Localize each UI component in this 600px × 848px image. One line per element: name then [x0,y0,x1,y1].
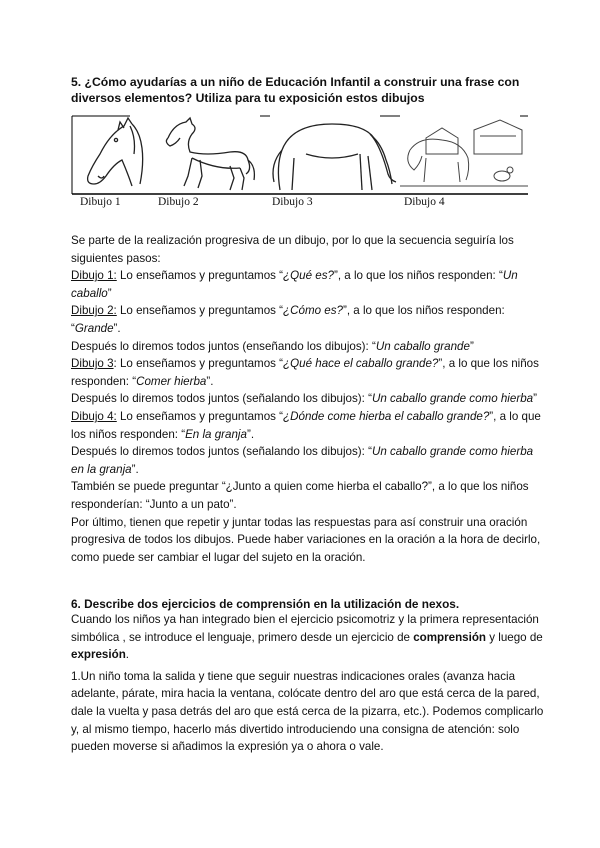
text-line [71,373,541,391]
caption-dibujo-2: Dibujo 2 [158,196,199,208]
summary-line-2 [71,390,541,408]
text-line [71,461,541,479]
text-line [71,426,541,444]
dibujo-3-line [71,355,541,373]
question-text: ¿Qué es? [283,269,334,283]
dibujo-1-label: Dibujo 1: [71,269,117,283]
dibujo-1-line [71,267,541,285]
caption-dibujo-1: Dibujo 1 [80,196,121,208]
question-text: ¿Cómo es? [283,304,343,318]
text-span: ”. [246,427,255,441]
text-span: ”. [206,374,214,388]
text-span: Lo enseñamos y preguntamos “ [116,409,284,423]
text-line: como puede ser cambiar el lugar del sujeto en la oración. [71,550,366,564]
drawing-4-farm-scene [400,120,528,186]
text-line: siguientes pasos: [71,251,161,265]
question-text: ¿Qué hace el caballo grande? [283,357,439,371]
text-line: pueden moverse si añadimos la expresión ya o ahora o vale. [71,740,384,754]
answer-text: caballo [71,286,108,300]
dibujo-3-label: Dibujo 3 [71,357,114,371]
answer-text: Grande [74,321,114,335]
text-line: También se puede preguntar “¿Junto a quien come hierba el caballo?”, a lo que los niños [71,480,529,494]
bold-term: expresión [71,648,126,662]
text-line: responderían: “Junto a un pato”. [71,497,237,511]
caption-dibujo-3: Dibujo 3 [272,196,313,208]
q6-answer [71,611,544,756]
q5-line-2: diversos elementos? Utiliza para tu exposición estos dibujos [71,91,425,105]
drawing-2-standing-horse [166,118,254,190]
text-span: los niños responden: “ [71,427,186,441]
summary-line-3 [71,443,541,461]
text-span: ”. [131,462,139,476]
text-line: progresiva de todos los dibujos. Puede haber variaciones en la oración a la hora de decirlo, [71,533,541,547]
drawing-1-horse-head [88,118,143,186]
text-line: Por último, tienen que repetir y juntar todas las respuestas para así construir una oración [71,515,528,529]
bold-term: comprensión [413,630,486,644]
text-span: y luego de [486,630,543,644]
text-span: responden: “ [71,374,137,388]
dibujo-4-label: Dibujo 4: [71,409,117,423]
text-span: Después lo diremos todos juntos (enseñando los dibujos): “ [71,339,376,353]
text-span: Lo enseñamos y preguntamos “ [116,304,284,318]
text-line: y, al mismo tiempo, hacerlo más divertido introduciendo una consigna de atención: solo [71,722,520,736]
text-span: ”, a lo que los niños [438,357,539,371]
text-span: ” [107,286,112,300]
text-line: Cuando los niños ya han integrado bien el ejercicio psicomotriz y la primera representación [71,613,539,626]
question-6-heading: 6. Describe dos ejercicios de comprensión en la utilización de nexos. [71,597,460,611]
text-span: ”, a lo que [489,409,541,423]
text-span: “ [71,321,75,335]
answer-text: en la granja [71,462,132,476]
text-span: ”, a lo que los niños responden: [342,304,505,318]
text-span: ” [469,339,474,353]
text-line [71,320,541,338]
text-line [71,646,541,664]
dibujo-2-label: Dibujo 2: [71,304,117,318]
dibujo-2-line [71,302,541,320]
text-line [71,629,541,647]
text-line: dale la vuelta y pasa detrás del aro que está cerca de la pizarra, etc.). Podemos complicarlo [71,704,544,718]
q5-line-1: 5. ¿Cómo ayudarías a un niño de Educación Infantil a construir una frase con [71,75,520,89]
text-span: ”. [113,321,121,335]
question-text: ¿Dónde come hierba el caballo grande? [283,409,490,423]
drawing-3-grazing-horse [273,124,396,190]
question-5-heading [71,74,541,106]
text-span: : Lo enseñamos y preguntamos “ [113,357,284,371]
text-line [71,285,541,303]
text-span: Después lo diremos todos juntos (señalando los dibujos): “ [71,445,372,459]
answer-text: En la granja [185,427,247,441]
answer-text: Un caballo grande como hierba [371,392,534,406]
text-span: . [125,648,130,662]
text-line: adelante, párate, mira hacia la ventana, colócate dentro del aro que está cerca de la pared, [71,687,540,701]
dibujo-4-line [71,408,541,426]
text-span: ” [533,392,537,406]
summary-line-1 [71,338,541,356]
q5-answer [71,232,541,566]
answer-text: Un caballo grande [375,339,470,353]
answer-text: Un caballo grande como hierba [371,445,534,459]
text-span: Lo enseñamos y preguntamos “ [116,269,284,283]
answer-text: Comer hierba [136,374,207,388]
text-span: ”, a lo que los niños responden: “ [333,269,503,283]
text-line: 1.Un niño toma la salida y tiene que seguir nuestras indicaciones orales (avanza hacia [71,669,516,683]
caption-dibujo-4: Dibujo 4 [404,196,445,208]
text-span: Después lo diremos todos juntos (señalando los dibujos): “ [71,392,372,406]
text-span: simbólica , se introduce el lenguaje, primero desde un ejercicio de [71,630,414,644]
answer-text: Un [502,269,518,283]
text-line: Se parte de la realización progresiva de un dibujo, por lo que la secuencia seguiría los [71,234,514,247]
